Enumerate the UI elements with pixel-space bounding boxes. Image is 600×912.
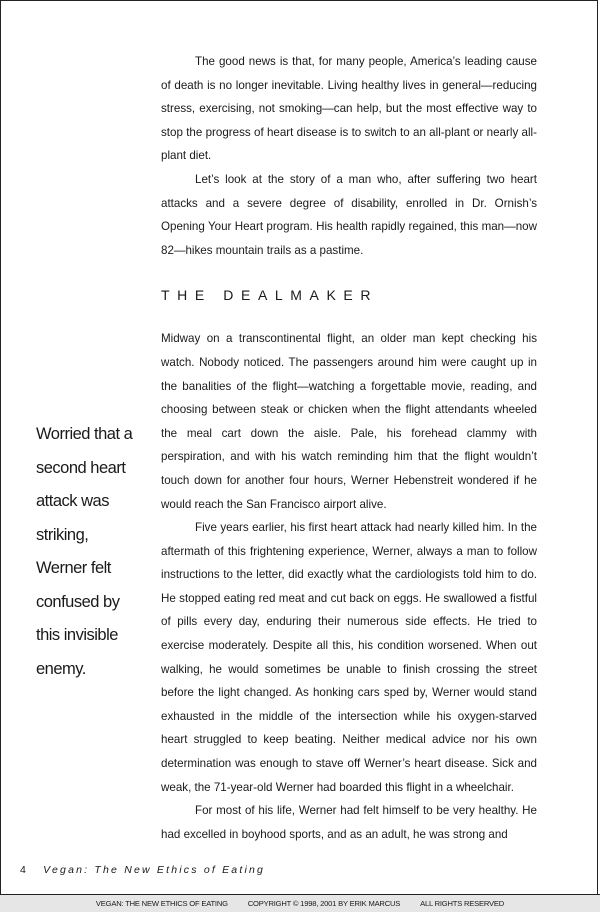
pull-quote-line: Werner felt <box>36 559 111 577</box>
pull-quote-line: enemy. <box>36 659 86 678</box>
copyright-book-title: VEGAN: THE NEW ETHICS OF EATING <box>95 899 228 908</box>
body-text-column <box>161 50 537 846</box>
running-footer-title: Vegan: The New Ethics of Eating <box>43 864 266 876</box>
pull-quote-line: this invisible <box>36 626 118 644</box>
rights-reserved: ALL RIGHTS RESERVED <box>420 899 505 908</box>
pull-quote <box>36 418 154 686</box>
pull-quote-line: attack was <box>36 492 109 510</box>
section-heading: THE DEALMAKER <box>161 287 379 304</box>
paragraph: Midway on a transcontinental flight, an older man kept checking his watch. Nobody noticed. The passengers around him were caught up in the banalities of the flight—watching a forgettable movie, reading, and choosing between steak or chicken when the flight attendants wheeled the meal cart down the aisle. Pale, his forehead clammy with perspiration, and with his watch reminding him that the flight wouldn’t touch down for another four hours, Werner Hebenstreit wondered if he would reach the San Francisco airport alive. <box>161 332 537 511</box>
page-number: 4 <box>20 864 29 876</box>
paragraph: The good news is that, for many people, America’s leading cause of death is no longer inevitable. Living healthy lives in general—reducing stress, exercising, not smoking—can help, but the most effective way to stop the progress of heart disease is to switch to an all-plant or nearly all-plant diet. <box>161 55 537 163</box>
copyright-notice: COPYRIGHT © 1998, 2001 BY ERIK MARCUS <box>247 899 401 908</box>
copyright-bar <box>0 894 600 912</box>
paragraph: For most of his life, Werner had felt himself to be very healthy. He had excelled in boyhood sports, and as an adult, he was strong and <box>161 804 537 841</box>
paragraph: Let’s look at the story of a man who, after suffering two heart attacks and a severe degree of disability, enrolled in Dr. Ornish’s Opening Your Heart program. His health rapidly regained, this man—now 82—hikes mountain trails as a pastime. <box>161 172 537 257</box>
pull-quote-line: striking, <box>36 525 89 544</box>
paragraph: Five years earlier, his first heart attack had nearly killed him. In the aftermath of this frightening experience, Werner, always a man to follow instructions to the letter, did exactly what the cardiologists told him to do. He stopped eating red meat and cut back on eggs. He swallowed a fistful of pills every day, enduring their numerous side effects. He tried to exercise moderately. Despite all this, his condition worsened. When out walking, he would sometimes be unable to finish crossing the street before the light changed. As honking cars sped by, Werner would stand exhausted in the middle of the intersection while his oxygen-starved heart struggled to keep beating. Neither medical advice nor his own determination was enough to stave off Werner’s heart disease. Sick and weak, the 71-year-old Werner had boarded this flight in a wheelchair. <box>161 521 537 794</box>
pull-quote-line: confused by <box>36 592 120 611</box>
pull-quote-line: Worried that a <box>36 425 133 443</box>
pull-quote-line: second heart <box>36 458 126 477</box>
running-footer <box>20 864 265 876</box>
